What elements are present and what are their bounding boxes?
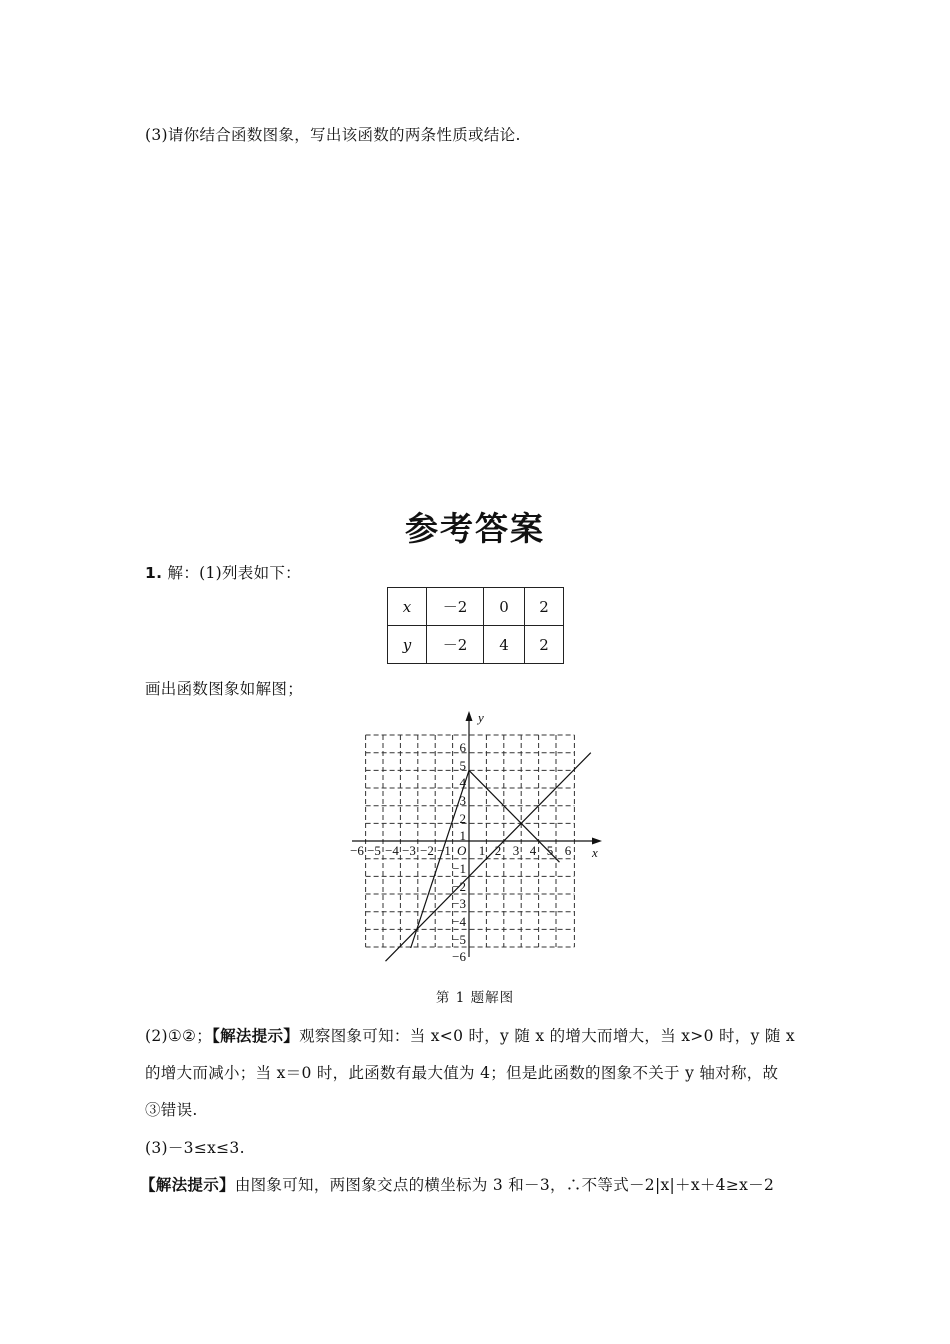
y-axis-label: y xyxy=(478,710,484,725)
svg-text:−5: −5 xyxy=(452,932,466,947)
hint-label: 【解法提示】 xyxy=(212,1027,300,1045)
origin-label: O xyxy=(457,843,467,858)
svg-text:1: 1 xyxy=(478,843,486,858)
table-cell: y xyxy=(388,626,427,664)
svg-text:−6: −6 xyxy=(452,949,466,964)
answer-1-intro xyxy=(145,561,301,583)
part-2-explanation: 观察图象可知：当 x<0 时，y 随 x 的增大而增大，当 x>0 时，y 随 x xyxy=(299,1027,795,1045)
svg-text:3: 3 xyxy=(459,793,466,808)
svg-text:6: 6 xyxy=(459,740,466,755)
section-title: 参考答案 xyxy=(405,509,545,548)
svg-text:4: 4 xyxy=(459,775,466,790)
svg-text:2: 2 xyxy=(494,843,502,858)
svg-text:6: 6 xyxy=(564,843,572,858)
svg-text:−6: −6 xyxy=(350,843,364,858)
svg-text:−1: −1 xyxy=(452,861,466,876)
svg-text:3: 3 xyxy=(512,843,520,858)
part-2-answer: (2)①②； xyxy=(145,1027,213,1045)
y-axis-arrow-icon xyxy=(466,711,473,721)
table-cell: 2 xyxy=(525,588,564,626)
function-lines xyxy=(386,753,591,962)
svg-text:4: 4 xyxy=(529,843,537,858)
table-cell: －2 xyxy=(427,626,484,664)
svg-text:−3: −3 xyxy=(402,843,416,858)
svg-text:−4: −4 xyxy=(385,843,399,858)
part-2-line-2: 的增大而减小；当 x＝0 时，此函数有最大值为 4；但是此函数的图象不关于 y 轴对称，故 xyxy=(145,1064,779,1082)
table-cell: 4 xyxy=(484,626,525,664)
axis-labels xyxy=(457,710,598,860)
x-axis-arrow-icon xyxy=(592,838,602,845)
svg-text:−2: −2 xyxy=(420,843,434,858)
svg-text:−2: −2 xyxy=(452,879,466,894)
table-row-y xyxy=(388,626,564,664)
svg-text:−5: −5 xyxy=(367,843,381,858)
table-row-x xyxy=(388,588,564,626)
function-graph xyxy=(340,705,620,980)
svg-text:5: 5 xyxy=(546,843,554,858)
part-2-line-1 xyxy=(145,1024,795,1046)
svg-text:2: 2 xyxy=(459,811,466,826)
svg-text:−1: −1 xyxy=(437,843,451,858)
answer-intro-text: 解：(1)列表如下： xyxy=(167,564,301,582)
value-table xyxy=(387,587,564,664)
table-cell: 2 xyxy=(525,626,564,664)
svg-text:5: 5 xyxy=(459,758,466,773)
svg-text:−4: −4 xyxy=(452,914,466,929)
x-axis-label: x xyxy=(592,845,598,860)
svg-text:−3: −3 xyxy=(452,896,466,911)
question-3-text: (3)请你结合函数图象，写出该函数的两条性质或结论. xyxy=(145,126,521,144)
part-3-answer: (3)－3≤x≤3. xyxy=(145,1139,245,1157)
hint-label: 【解法提示】 xyxy=(140,1176,235,1194)
part-2-line-3: ③错误. xyxy=(145,1101,198,1119)
draw-instruction: 画出函数图象如解图； xyxy=(145,680,304,698)
part-3-explanation: 由图象可知，两图象交点的横坐标为 3 和－3，∴不等式－2|x|＋x＋4≥x－2 xyxy=(234,1176,775,1194)
table-cell: 0 xyxy=(484,588,525,626)
table-cell: －2 xyxy=(427,588,484,626)
svg-text:1: 1 xyxy=(459,828,466,843)
figure-caption: 第 1 题解图 xyxy=(435,990,515,1006)
table-cell: x xyxy=(388,588,427,626)
answer-number: 1. xyxy=(145,564,163,582)
part-3-hint xyxy=(140,1173,774,1195)
axes xyxy=(352,715,598,957)
